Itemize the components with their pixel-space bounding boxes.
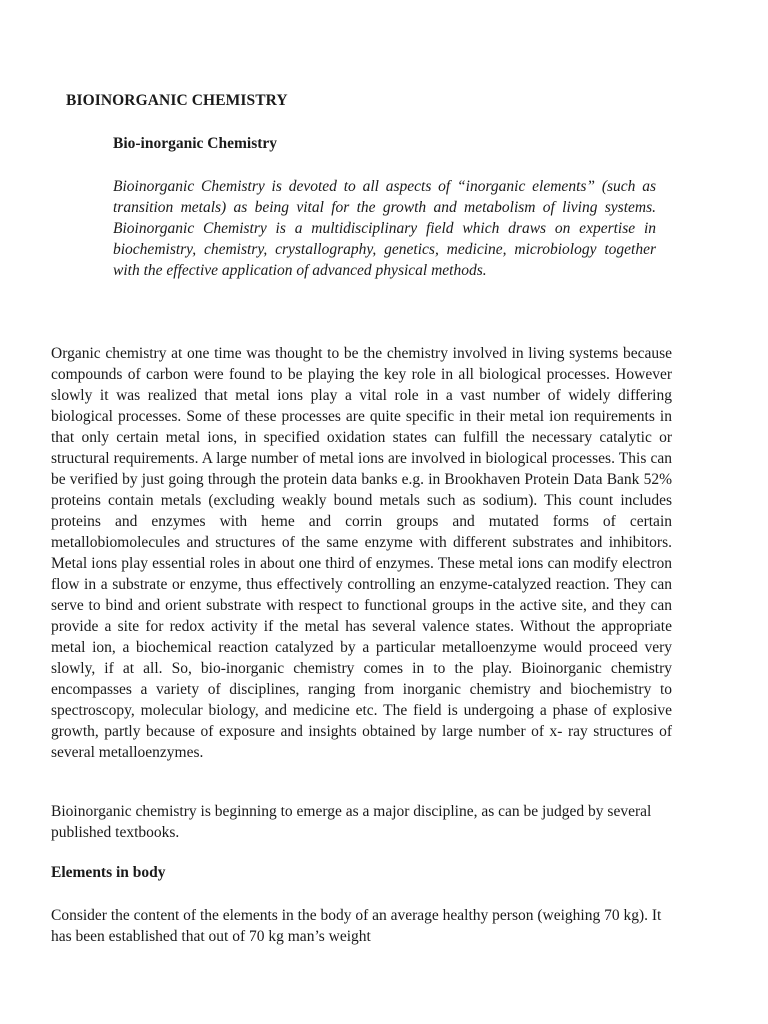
- document-title: BIOINORGANIC CHEMISTRY: [66, 92, 288, 109]
- body-paragraph-3: Consider the content of the elements in the body of an average healthy person (weighing 70 kg). It has been established that out of 70 kg man’s weight: [51, 907, 662, 945]
- section-heading: Bio-inorganic Chemistry: [113, 135, 278, 152]
- abstract-paragraph: Bioinorganic Chemistry is devoted to all aspects of “inorganic elements” (such as transition metals) as being vital for the growth and metabolism of living systems. Bioinorganic Chemistry is a multidisciplinary field which draws on expertise in biochemistry, chemistry, crystallography, genetics, medicine, microbiology together with the effective application of advanced physical methods.: [113, 178, 656, 279]
- subheading-elements-in-body: Elements in body: [51, 864, 166, 881]
- body-paragraph-1: Organic chemistry at one time was thought to be the chemistry involved in living systems because compounds of carbon were found to be playing the key role in all biological processes. However slowly it was realized that metal ions play a vital role in a vast number of widely differing biological processes. Some of these processes are quite specific in their metal ion requirements in that only certain metal ions, in specified oxidation states can fulfill the necessary catalytic or structural requirements. A large number of metal ions are involved in biological processes. This can be verified by just going through the protein data banks e.g. in Brookhaven Protein Data Bank 52% proteins contain metals (excluding weakly bound metals such as sodium). This count includes proteins and enzymes with heme and corrin groups and mutated forms of certain metallobiomolecules and structures of the same enzyme with different substrates and inhibitors. Metal ions play essential roles in about one third of enzymes. These metal ions can modify electron flow in a substrate or enzyme, thus effectively controlling an enzyme-catalyzed reaction. They can serve to bind and orient substrate with respect to functional groups in the active site, and they can provide a site for redox activity if the metal has several valence states. Without the appropriate metal ion, a biochemical reaction catalyzed by a particular metalloenzyme would proceed very slowly, if at all. So, bio-inorganic chemistry comes in to the play. Bioinorganic chemistry encompasses a variety of disciplines, ranging from inorganic chemistry and biochemistry to spectroscopy, molecular biology, and medicine etc. The field is undergoing a phase of explosive growth, partly because of exposure and insights obtained by large number of x- ray structures of several metalloenzymes.: [51, 345, 672, 761]
- body-paragraph-2: Bioinorganic chemistry is beginning to emerge as a major discipline, as can be judged by several published textbooks.: [51, 803, 652, 841]
